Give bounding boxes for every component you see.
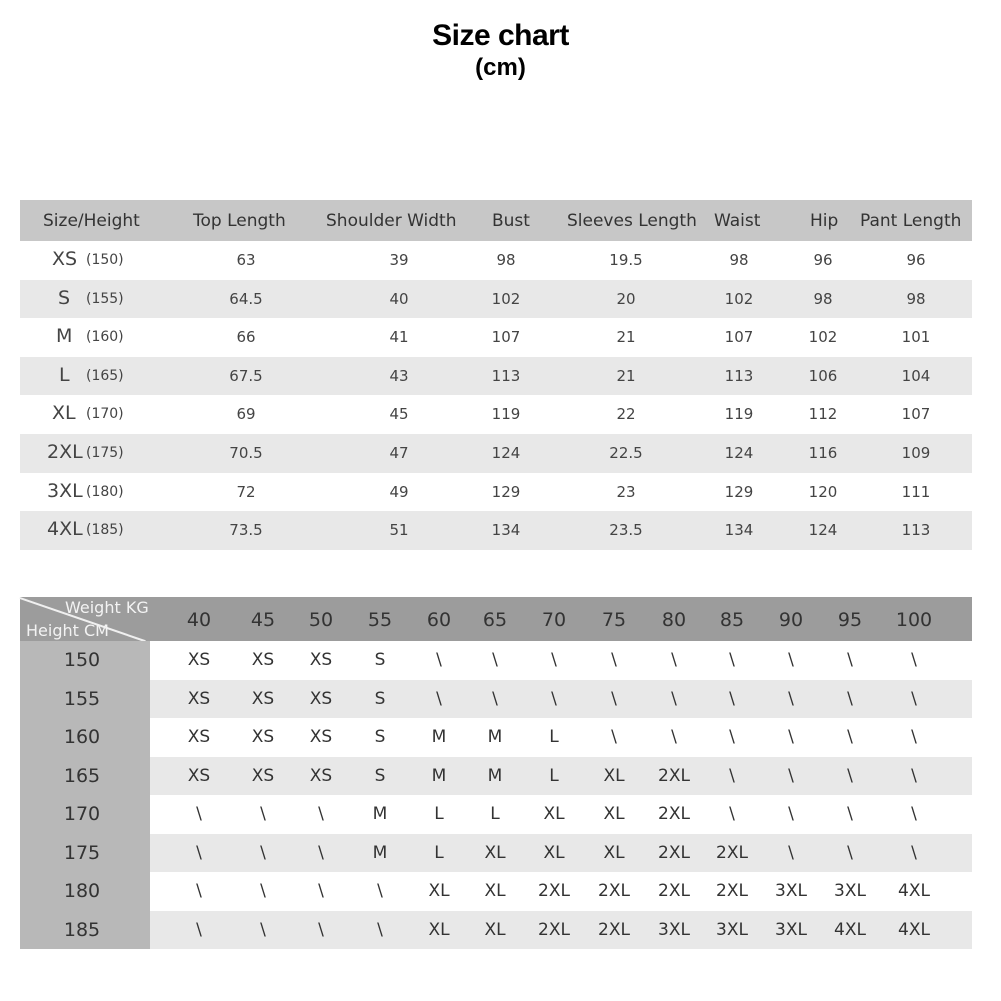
cell-hip: 106 — [808, 366, 838, 385]
size-cell: \ — [260, 804, 266, 824]
size-label: XS — [52, 248, 78, 270]
cell-top-length: 70.5 — [229, 443, 263, 462]
height-cell — [20, 757, 150, 796]
size-cell: 2XL — [538, 919, 570, 940]
size-cell: \ — [788, 765, 794, 786]
size-cell: XL — [543, 804, 565, 824]
header-pant-length: Pant Length — [860, 211, 962, 231]
cell-waist: 98 — [729, 251, 749, 269]
size-cell: \ — [377, 881, 383, 901]
size-cell: 2XL — [658, 842, 690, 863]
cell-hip: 116 — [808, 443, 838, 462]
corner-height-label: Height CM — [26, 621, 109, 640]
cell-bust: 129 — [491, 482, 521, 501]
size-cell: \ — [729, 688, 735, 709]
height-cell — [20, 680, 150, 719]
size-cell: \ — [611, 727, 617, 747]
header-hip: Hip — [810, 211, 839, 231]
height-label: (165) — [86, 367, 124, 384]
height-row — [20, 872, 972, 911]
size-cell: \ — [436, 688, 442, 709]
height-value: 185 — [63, 918, 101, 941]
size-cell: XS — [251, 727, 275, 747]
size-cell: \ — [196, 842, 202, 863]
size-cell: \ — [492, 688, 498, 709]
cell-hip: 120 — [808, 482, 838, 501]
cell-hip: 98 — [813, 289, 833, 308]
cell-hip: 124 — [808, 521, 838, 540]
header-corner-cell — [20, 597, 150, 641]
size-cell: \ — [847, 765, 853, 786]
height-label: (150) — [86, 252, 124, 268]
size-cell: M — [487, 727, 503, 747]
size-cell: \ — [671, 727, 677, 747]
cell-waist: 129 — [724, 482, 754, 501]
size-cell: L — [434, 842, 444, 863]
cell-waist: 119 — [724, 405, 754, 424]
size-cell: XS — [251, 688, 275, 709]
size-label: M — [56, 325, 73, 348]
weight-header-cell: 60 — [426, 609, 452, 631]
size-cell: \ — [847, 842, 853, 863]
size-cell: XS — [309, 727, 333, 747]
cell-top-length: 63 — [236, 251, 256, 269]
size-cell: 2XL — [538, 881, 570, 901]
size-cell: S — [374, 765, 386, 786]
size-cell: 4XL — [834, 919, 866, 940]
size-cell: \ — [788, 688, 794, 709]
size-cell: XL — [484, 881, 506, 901]
cell-shoulder-width: 40 — [389, 289, 409, 308]
size-label: 3XL — [47, 479, 83, 502]
size-cell: XL — [543, 842, 565, 863]
size-cell: \ — [318, 842, 324, 863]
size-cell: \ — [318, 919, 324, 940]
size-cell: M — [431, 727, 447, 747]
height-label: (175) — [86, 444, 124, 461]
header-waist: Waist — [714, 211, 761, 231]
cell-bust: 107 — [491, 328, 521, 347]
size-cell: \ — [847, 804, 853, 824]
weight-header-cell: 65 — [482, 609, 508, 631]
size-cell: \ — [318, 881, 324, 901]
size-cell: 3XL — [775, 919, 807, 940]
cell-shoulder-width: 43 — [389, 366, 409, 385]
size-cell: 2XL — [658, 765, 690, 786]
size-cell: L — [490, 804, 500, 824]
height-value: 155 — [63, 687, 101, 710]
cell-shoulder-width: 47 — [389, 443, 409, 462]
weight-header-row — [20, 597, 972, 641]
size-cell: M — [431, 765, 447, 786]
cell-sleeves-length: 19.5 — [609, 251, 643, 269]
cell-bust: 119 — [491, 405, 521, 424]
cell-waist: 107 — [724, 328, 754, 347]
size-cell: \ — [671, 688, 677, 709]
size-cell: XS — [187, 688, 211, 709]
weight-header-cell: 95 — [837, 609, 863, 631]
cell-shoulder-width: 45 — [389, 405, 409, 424]
cell-top-length: 73.5 — [229, 521, 263, 540]
size-cell: 3XL — [716, 919, 748, 940]
cell-shoulder-width: 49 — [389, 482, 409, 501]
size-cell: \ — [911, 842, 917, 863]
cell-bust: 134 — [491, 521, 521, 540]
height-value: 170 — [63, 803, 101, 825]
height-value: 175 — [63, 841, 101, 864]
height-label: (185) — [86, 522, 124, 539]
height-row — [20, 680, 972, 719]
height-value: 180 — [63, 880, 101, 902]
height-cell — [20, 911, 150, 950]
cell-shoulder-width: 41 — [389, 328, 409, 347]
size-cell: \ — [729, 804, 735, 824]
cell-sleeves-length: 23.5 — [609, 521, 643, 540]
size-cell: \ — [260, 919, 266, 940]
size-label: S — [58, 286, 71, 309]
height-cell — [20, 795, 150, 834]
size-cell: \ — [788, 650, 794, 670]
height-row — [20, 795, 972, 834]
height-row — [20, 757, 972, 796]
cell-pant-length: 104 — [901, 366, 931, 385]
size-cell: \ — [788, 842, 794, 863]
size-cell: L — [434, 804, 444, 824]
height-value: 165 — [63, 764, 101, 787]
cell-sleeves-length: 22.5 — [609, 443, 643, 462]
page-title-block — [0, 18, 1001, 82]
size-table-body — [20, 241, 972, 550]
cell-pant-length: 111 — [901, 482, 931, 501]
size-cell: \ — [847, 727, 853, 747]
header-top-length: Top Length — [193, 211, 286, 231]
size-row — [20, 280, 972, 319]
size-cell: S — [374, 650, 386, 670]
size-cell: 4XL — [898, 919, 930, 940]
page-title: Size chart — [432, 19, 569, 52]
size-cell: \ — [196, 804, 202, 824]
cell-bust: 102 — [491, 289, 521, 308]
height-value: 160 — [63, 726, 101, 748]
cell-hip: 96 — [813, 251, 833, 269]
cell-top-length: 69 — [236, 405, 256, 424]
cell-waist: 134 — [724, 521, 754, 540]
size-cell: \ — [260, 842, 266, 863]
cell-sleeves-length: 23 — [616, 482, 636, 501]
height-cell — [20, 834, 150, 873]
size-cell: 3XL — [775, 881, 807, 901]
header-sleeves-length: Sleeves Length — [567, 211, 697, 231]
size-measurement-table — [20, 200, 972, 550]
cell-bust: 124 — [491, 443, 521, 462]
weight-header-cell: 50 — [308, 609, 334, 631]
size-cell: \ — [911, 650, 917, 670]
size-row — [20, 473, 972, 512]
height-cell — [20, 718, 150, 757]
size-row — [20, 511, 972, 550]
cell-pant-length: 109 — [901, 443, 931, 462]
cell-sleeves-length: 22 — [616, 405, 636, 424]
size-cell: XS — [187, 650, 211, 670]
size-label: 2XL — [47, 440, 83, 463]
size-cell: XL — [603, 842, 625, 863]
size-cell: \ — [729, 727, 735, 747]
size-cell: \ — [911, 804, 917, 824]
cell-hip: 102 — [808, 328, 838, 347]
height-row — [20, 834, 972, 873]
size-cell: XL — [484, 919, 506, 940]
cell-top-length: 72 — [236, 482, 256, 501]
size-cell: \ — [492, 650, 498, 670]
size-cell: S — [374, 727, 386, 747]
size-cell: XL — [428, 881, 450, 901]
cell-shoulder-width: 39 — [389, 251, 409, 269]
size-cell: XS — [309, 765, 333, 786]
size-cell: L — [549, 727, 559, 747]
size-cell: 2XL — [658, 804, 690, 824]
cell-waist: 124 — [724, 443, 754, 462]
size-cell: \ — [196, 919, 202, 940]
size-cell: XL — [603, 804, 625, 824]
size-row — [20, 434, 972, 473]
size-cell: \ — [377, 919, 383, 940]
weight-header-cell: 45 — [250, 609, 276, 631]
size-row — [20, 357, 972, 396]
cell-top-length: 66 — [236, 328, 256, 347]
size-cell: \ — [847, 650, 853, 670]
size-cell: 4XL — [898, 881, 930, 901]
size-cell: \ — [847, 688, 853, 709]
size-row — [20, 318, 972, 357]
size-row — [20, 241, 972, 280]
weight-header-cell: 75 — [601, 609, 627, 631]
size-cell: \ — [551, 650, 557, 670]
size-cell: \ — [260, 881, 266, 901]
cell-hip: 112 — [808, 405, 838, 424]
height-row — [20, 911, 972, 950]
size-cell: M — [372, 804, 388, 824]
height-label: (170) — [86, 406, 124, 423]
cell-sleeves-length: 21 — [616, 366, 636, 385]
height-cell — [20, 872, 150, 911]
cell-top-length: 64.5 — [229, 289, 263, 308]
size-cell: 2XL — [716, 881, 748, 901]
height-cell — [20, 641, 150, 680]
height-weight-table — [20, 597, 972, 949]
size-cell: M — [487, 765, 503, 786]
size-cell: 2XL — [598, 919, 630, 940]
size-cell: M — [372, 842, 388, 863]
size-cell: \ — [611, 688, 617, 709]
size-cell: \ — [788, 804, 794, 824]
size-cell: XS — [309, 650, 333, 670]
header-shoulder-width: Shoulder Width — [326, 211, 457, 231]
cell-pant-length: 113 — [901, 521, 931, 540]
size-cell: \ — [911, 765, 917, 786]
size-cell: XS — [187, 765, 211, 786]
size-cell: \ — [671, 650, 677, 670]
header-size-height: Size/Height — [43, 211, 140, 231]
size-cell: XL — [428, 919, 450, 940]
size-cell: \ — [436, 650, 442, 670]
cell-pant-length: 101 — [901, 328, 931, 347]
size-cell: 2XL — [658, 881, 690, 901]
cell-pant-length: 96 — [906, 251, 926, 269]
size-cell: \ — [551, 688, 557, 709]
size-row — [20, 395, 972, 434]
size-cell: \ — [318, 804, 324, 824]
size-cell: XS — [251, 765, 275, 786]
cell-sleeves-length: 21 — [616, 328, 636, 347]
size-cell: L — [549, 765, 559, 786]
height-label: (155) — [86, 290, 124, 307]
height-label: (160) — [86, 329, 124, 346]
size-cell: \ — [911, 688, 917, 709]
cell-bust: 98 — [496, 251, 516, 269]
size-cell: 3XL — [658, 919, 690, 940]
cell-shoulder-width: 51 — [389, 521, 409, 540]
size-cell: XS — [309, 688, 333, 709]
size-cell: \ — [788, 727, 794, 747]
corner-weight-label: Weight KG — [65, 598, 149, 617]
size-cell: S — [374, 688, 386, 709]
cell-pant-length: 98 — [906, 289, 926, 308]
size-label: L — [59, 363, 70, 386]
size-label: 4XL — [47, 518, 83, 541]
cell-pant-length: 107 — [901, 405, 931, 424]
size-cell: \ — [729, 650, 735, 670]
weight-header-cell: 80 — [661, 609, 687, 631]
height-row — [20, 718, 972, 757]
cell-bust: 113 — [491, 366, 521, 385]
size-cell: XL — [484, 842, 506, 863]
size-cell: \ — [611, 650, 617, 670]
height-label: (180) — [86, 483, 124, 500]
weight-header-cell: 40 — [186, 609, 212, 631]
unit-label: (cm) — [475, 54, 526, 81]
size-cell: XS — [251, 650, 275, 670]
cell-waist: 113 — [724, 366, 754, 385]
weight-header-cell: 70 — [541, 609, 567, 631]
size-cell: \ — [911, 727, 917, 747]
header-bust: Bust — [492, 211, 530, 231]
weight-header-cell: 85 — [719, 609, 745, 631]
size-cell: 3XL — [834, 881, 866, 901]
size-cell: \ — [196, 881, 202, 901]
size-cell: XL — [603, 765, 625, 786]
weight-header-cell: 55 — [367, 609, 393, 631]
height-value: 150 — [63, 649, 101, 671]
size-cell: XS — [187, 727, 211, 747]
weight-header-cell: 90 — [778, 609, 804, 631]
cell-top-length: 67.5 — [229, 366, 263, 385]
cell-sleeves-length: 20 — [616, 289, 636, 308]
height-weight-body — [20, 641, 972, 949]
height-row — [20, 641, 972, 680]
size-label: XL — [52, 402, 76, 425]
size-cell: \ — [729, 765, 735, 786]
cell-waist: 102 — [724, 289, 754, 308]
size-cell: 2XL — [598, 881, 630, 901]
weight-header-cell: 100 — [895, 609, 933, 631]
size-cell: 2XL — [716, 842, 748, 863]
size-table-header — [20, 200, 972, 241]
